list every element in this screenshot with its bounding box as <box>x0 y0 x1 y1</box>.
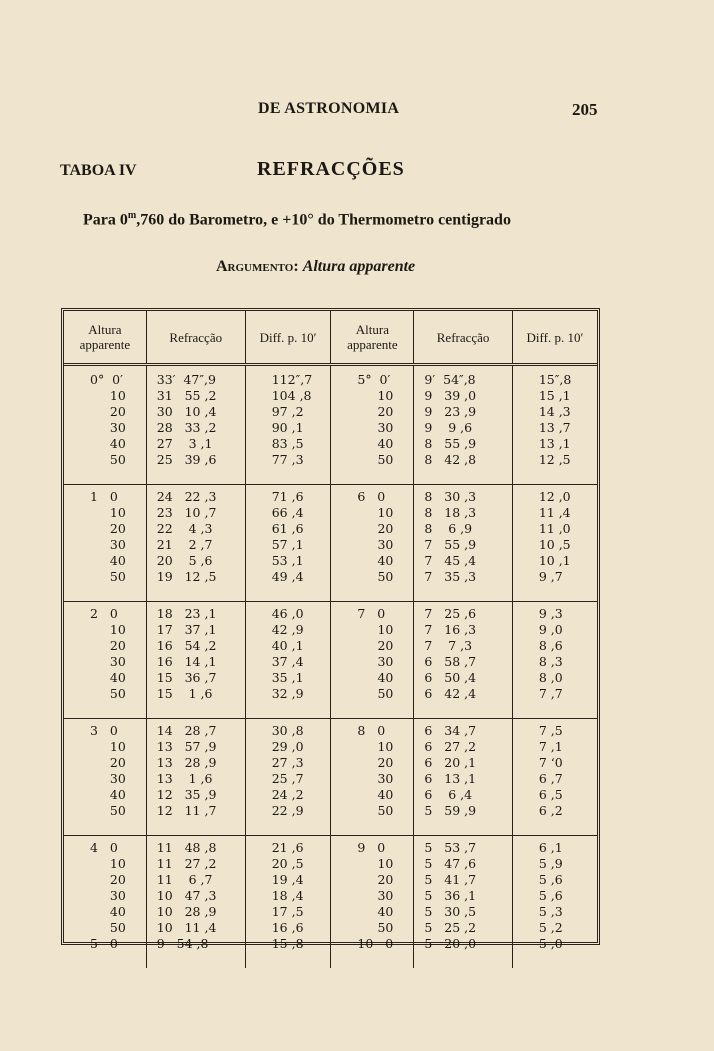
table-value: 5 59 ,9 <box>424 803 477 818</box>
refraccao-cell-left <box>146 485 245 602</box>
table-value: 7 ,7 <box>538 686 563 701</box>
table-value: 10 28 ,9 <box>156 904 217 919</box>
altura-cell-right <box>331 719 414 836</box>
table-group-row <box>64 602 597 719</box>
table-value: 25 39 ,6 <box>156 452 217 467</box>
table-value: 35 ,1 <box>271 670 304 685</box>
table-value: 6 ,7 <box>538 771 563 786</box>
table-value: 6 20 ,1 <box>424 755 477 770</box>
table-value: 46 ,0 <box>271 606 304 621</box>
table-value: 5 0 <box>90 936 118 951</box>
altura-cell-left <box>64 719 146 836</box>
table-value: 7 35 ,3 <box>424 569 477 584</box>
table-value: 12 ,0 <box>538 489 571 504</box>
table-body <box>64 365 597 969</box>
table-value: 40 <box>109 904 126 919</box>
table-value: 10 <box>377 856 394 871</box>
table-value: 28 33 ,2 <box>156 420 217 435</box>
header-altura-2: Altura apparente <box>331 311 414 365</box>
diff-cell-right <box>512 602 597 719</box>
table-value: 10 ,1 <box>538 553 571 568</box>
refraction-table-frame <box>61 308 600 951</box>
table-value: 7 ,1 <box>538 739 563 754</box>
table-value: 24 22 ,3 <box>156 489 217 504</box>
table-value: 97 ,2 <box>271 404 304 419</box>
table-value: 8 ,6 <box>538 638 563 653</box>
table-value: 19 ,4 <box>271 872 304 887</box>
table-value: 17 ,5 <box>271 904 304 919</box>
table-value: 9 ,0 <box>538 622 563 637</box>
table-value: 0° 0′ <box>90 372 123 387</box>
table-value: 12 ,5 <box>538 452 571 467</box>
header-refraccao-2: Refracção <box>414 311 512 365</box>
table-value: 40 <box>109 787 126 802</box>
subtitle-part-b: ,760 do Barometro, e +10° do Thermometro centigrado <box>136 211 511 229</box>
table-value: 7 0 <box>357 606 386 621</box>
table-value: 30 <box>109 771 126 786</box>
table-value: 40 <box>377 670 394 685</box>
altura-cell-right <box>331 365 414 485</box>
table-value: 20 5 ,6 <box>156 553 213 568</box>
table-value: 6 58 ,7 <box>424 654 477 669</box>
table-value: 40 <box>377 436 394 451</box>
table-value: 50 <box>377 569 394 584</box>
table-value: 27 3 ,1 <box>156 436 213 451</box>
subtitle-superscript: m <box>127 210 137 221</box>
table-value: 11 ,0 <box>538 521 571 536</box>
table-value: 7 7 ,3 <box>424 638 473 653</box>
table-value: 30 <box>109 654 126 669</box>
table-value: 8 18 ,3 <box>424 505 477 520</box>
table-value: 112″,7 <box>271 372 313 387</box>
table-value: 10 <box>109 856 126 871</box>
table-value: 6 27 ,2 <box>424 739 477 754</box>
table-value: 7 16 ,3 <box>424 622 477 637</box>
table-value: 30 <box>377 537 394 552</box>
refraccao-cell-right <box>414 485 512 602</box>
table-value: 19 12 ,5 <box>156 569 217 584</box>
table-value: 9 54 ,8 <box>156 936 209 951</box>
table-value: 53 ,1 <box>271 553 304 568</box>
table-value: 8 ,3 <box>538 654 563 669</box>
altura-cell-left <box>64 602 146 719</box>
table-value: 50 <box>377 452 394 467</box>
altura-cell-left <box>64 836 146 969</box>
table-value: 30 10 ,4 <box>156 404 217 419</box>
argument-line <box>216 258 415 276</box>
refraccao-cell-right <box>414 602 512 719</box>
table-value: 24 ,2 <box>271 787 304 802</box>
table-value: 40 <box>109 553 126 568</box>
table-value: 5 25 ,2 <box>424 920 477 935</box>
table-value: 6 13 ,1 <box>424 771 477 786</box>
table-value: 9′ 54″,8 <box>424 372 476 387</box>
table-value: 13 ,7 <box>538 420 571 435</box>
table-value: 33′ 47″,9 <box>156 372 216 387</box>
table-value: 25 ,7 <box>271 771 304 786</box>
refraction-table <box>64 311 597 968</box>
table-value: 50 <box>377 803 394 818</box>
table-value: 20 <box>377 521 394 536</box>
table-value: 27 ,3 <box>271 755 304 770</box>
diff-cell-left <box>245 719 331 836</box>
table-value: 9 23 ,9 <box>424 404 477 419</box>
table-value: 6 50 ,4 <box>424 670 477 685</box>
table-value: 40 <box>109 670 126 685</box>
table-value: 10 <box>109 505 126 520</box>
table-value: 8 42 ,8 <box>424 452 477 467</box>
table-group-row <box>64 836 597 969</box>
diff-cell-right <box>512 836 597 969</box>
table-value: 50 <box>377 686 394 701</box>
altura-cell-right <box>331 602 414 719</box>
diff-cell-right <box>512 365 597 485</box>
table-value: 10 11 ,4 <box>156 920 217 935</box>
table-value: 13 1 ,6 <box>156 771 213 786</box>
table-value: 11 6 ,7 <box>156 872 213 887</box>
table-value: 104 ,8 <box>271 388 312 403</box>
table-value: 10 <box>377 505 394 520</box>
table-value: 7 55 ,9 <box>424 537 477 552</box>
table-value: 32 ,9 <box>271 686 304 701</box>
table-group-row <box>64 719 597 836</box>
table-value: 5 ,6 <box>538 872 563 887</box>
table-value: 6 0 <box>357 489 386 504</box>
table-value: 20 <box>109 638 126 653</box>
header-refraccao-1: Refracção <box>146 311 245 365</box>
table-value: 5 36 ,1 <box>424 888 477 903</box>
header-diff-1: Diff. p. 10′ <box>245 311 331 365</box>
table-value: 40 <box>377 553 394 568</box>
refraccao-cell-left <box>146 365 245 485</box>
argument-label: Argumento: <box>216 258 299 275</box>
table-value: 20 <box>109 755 126 770</box>
table-value: 22 4 ,3 <box>156 521 213 536</box>
table-value: 7 ,5 <box>538 723 563 738</box>
table-value: 15 ,8 <box>271 936 304 951</box>
table-value: 4 0 <box>90 840 118 855</box>
table-value: 18 ,4 <box>271 888 304 903</box>
table-value: 14 28 ,7 <box>156 723 217 738</box>
table-value: 61 ,6 <box>271 521 304 536</box>
table-value: 7 25 ,6 <box>424 606 477 621</box>
table-value: 6 6 ,4 <box>424 787 473 802</box>
table-value: 23 10 ,7 <box>156 505 217 520</box>
table-group-row <box>64 365 597 485</box>
table-value: 5 47 ,6 <box>424 856 477 871</box>
running-head: DE ASTRONOMIA <box>258 100 400 117</box>
table-value: 16 ,6 <box>271 920 304 935</box>
table-value: 50 <box>377 920 394 935</box>
table-value: 30 <box>377 420 394 435</box>
table-value: 50 <box>109 686 126 701</box>
table-value: 13 57 ,9 <box>156 739 217 754</box>
table-value: 40 <box>377 904 394 919</box>
table-value: 8 0 <box>357 723 386 738</box>
table-value: 30 <box>377 888 394 903</box>
table-value: 5 41 ,7 <box>424 872 477 887</box>
table-value: 29 ,0 <box>271 739 304 754</box>
table-value: 18 23 ,1 <box>156 606 217 621</box>
table-value: 20 <box>109 872 126 887</box>
table-value: 20 <box>377 755 394 770</box>
page-number: 205 <box>572 100 598 119</box>
table-value: 10 <box>377 739 394 754</box>
table-value: 10 <box>109 739 126 754</box>
table-value: 5 20 ,0 <box>424 936 477 951</box>
table-value: 22 ,9 <box>271 803 304 818</box>
altura-cell-right <box>331 485 414 602</box>
table-value: 37 ,4 <box>271 654 304 669</box>
table-value: 30 ,8 <box>271 723 304 738</box>
diff-cell-right <box>512 719 597 836</box>
table-value: 7 45 ,4 <box>424 553 477 568</box>
header-altura-1: Altura apparente <box>64 311 146 365</box>
table-value: 11 48 ,8 <box>156 840 217 855</box>
table-value: 31 55 ,2 <box>156 388 217 403</box>
table-value: 9 9 ,6 <box>424 420 473 435</box>
table-value: 30 <box>377 654 394 669</box>
table-value: 20 <box>377 872 394 887</box>
table-value: 30 <box>109 420 126 435</box>
table-value: 5 53 ,7 <box>424 840 477 855</box>
table-value: 20 ,5 <box>271 856 304 871</box>
table-value: 8 55 ,9 <box>424 436 477 451</box>
table-value: 12 35 ,9 <box>156 787 217 802</box>
table-value: 6 ,2 <box>538 803 563 818</box>
table-value: 83 ,5 <box>271 436 304 451</box>
table-value: 10 ,5 <box>538 537 571 552</box>
table-value: 9 0 <box>357 840 386 855</box>
table-value: 5 ,6 <box>538 888 563 903</box>
table-value: 42 ,9 <box>271 622 304 637</box>
altura-cell-left <box>64 485 146 602</box>
table-value: 8 6 ,9 <box>424 521 473 536</box>
table-value: 15 1 ,6 <box>156 686 213 701</box>
refraccao-cell-left <box>146 602 245 719</box>
table-value: 5 30 ,5 <box>424 904 477 919</box>
altura-cell-left <box>64 365 146 485</box>
table-value: 9 ,7 <box>538 569 563 584</box>
table-value: 13 28 ,9 <box>156 755 217 770</box>
subtitle-part-a: Para 0 <box>83 211 128 229</box>
diff-cell-left <box>245 836 331 969</box>
table-value: 3 0 <box>90 723 118 738</box>
table-value: 6 ,5 <box>538 787 563 802</box>
table-value: 57 ,1 <box>271 537 304 552</box>
table-value: 5° 0′ <box>357 372 391 387</box>
diff-cell-left <box>245 602 331 719</box>
table-value: 6 ,1 <box>538 840 563 855</box>
table-value: 11 27 ,2 <box>156 856 217 871</box>
table-value: 50 <box>109 452 126 467</box>
table-header-row <box>64 311 597 365</box>
table-value: 30 <box>377 771 394 786</box>
table-value: 8 ,0 <box>538 670 563 685</box>
argument-value: Altura apparente <box>302 258 416 275</box>
table-value: 40 <box>377 787 394 802</box>
diff-cell-left <box>245 485 331 602</box>
table-value: 10 <box>377 622 394 637</box>
table-value: 10 0 <box>357 936 394 951</box>
table-value: 20 <box>377 638 394 653</box>
table-value: 10 <box>109 388 126 403</box>
table-value: 5 ,9 <box>538 856 563 871</box>
table-value: 77 ,3 <box>271 452 304 467</box>
table-value: 50 <box>109 569 126 584</box>
refraccao-cell-right <box>414 365 512 485</box>
refraccao-cell-right <box>414 719 512 836</box>
table-value: 6 42 ,4 <box>424 686 477 701</box>
table-value: 15 ,1 <box>538 388 571 403</box>
table-value: 15″,8 <box>538 372 572 387</box>
table-value: 71 ,6 <box>271 489 304 504</box>
refraccao-cell-left <box>146 719 245 836</box>
table-value: 20 <box>109 521 126 536</box>
table-value: 2 0 <box>90 606 118 621</box>
table-value: 90 ,1 <box>271 420 304 435</box>
table-value: 10 <box>109 622 126 637</box>
refraccao-cell-left <box>146 836 245 969</box>
table-subtitle <box>83 210 511 229</box>
table-value: 21 ,6 <box>271 840 304 855</box>
table-value: 21 2 ,7 <box>156 537 213 552</box>
table-value: 16 54 ,2 <box>156 638 217 653</box>
table-value: 20 <box>377 404 394 419</box>
header-diff-2: Diff. p. 10′ <box>512 311 597 365</box>
table-value: 40 <box>109 436 126 451</box>
table-value: 5 ,0 <box>538 936 563 951</box>
diff-cell-right <box>512 485 597 602</box>
table-value: 40 ,1 <box>271 638 304 653</box>
table-value: 13 ,1 <box>538 436 571 451</box>
refraccao-cell-right <box>414 836 512 969</box>
table-value: 5 ,3 <box>538 904 563 919</box>
altura-cell-right <box>331 836 414 969</box>
table-value: 9 ,3 <box>538 606 563 621</box>
table-value: 30 <box>109 888 126 903</box>
table-value: 7 ‘0 <box>538 755 563 770</box>
table-value: 50 <box>109 803 126 818</box>
table-value: 15 36 ,7 <box>156 670 217 685</box>
table-label: TABOA IV <box>60 162 137 179</box>
table-value: 8 30 ,3 <box>424 489 477 504</box>
table-value: 30 <box>109 537 126 552</box>
table-value: 6 34 ,7 <box>424 723 477 738</box>
table-value: 16 14 ,1 <box>156 654 217 669</box>
table-value: 9 39 ,0 <box>424 388 477 403</box>
table-value: 12 11 ,7 <box>156 803 217 818</box>
table-value: 20 <box>109 404 126 419</box>
table-value: 66 ,4 <box>271 505 304 520</box>
table-value: 1 0 <box>90 489 118 504</box>
table-value: 11 ,4 <box>538 505 571 520</box>
table-value: 17 37 ,1 <box>156 622 217 637</box>
diff-cell-left <box>245 365 331 485</box>
table-group-row <box>64 485 597 602</box>
table-title: REFRACÇÕES <box>257 158 405 180</box>
table-value: 49 ,4 <box>271 569 304 584</box>
table-value: 50 <box>109 920 126 935</box>
table-value: 10 47 ,3 <box>156 888 217 903</box>
table-value: 5 ,2 <box>538 920 563 935</box>
table-value: 10 <box>377 388 394 403</box>
table-value: 14 ,3 <box>538 404 571 419</box>
